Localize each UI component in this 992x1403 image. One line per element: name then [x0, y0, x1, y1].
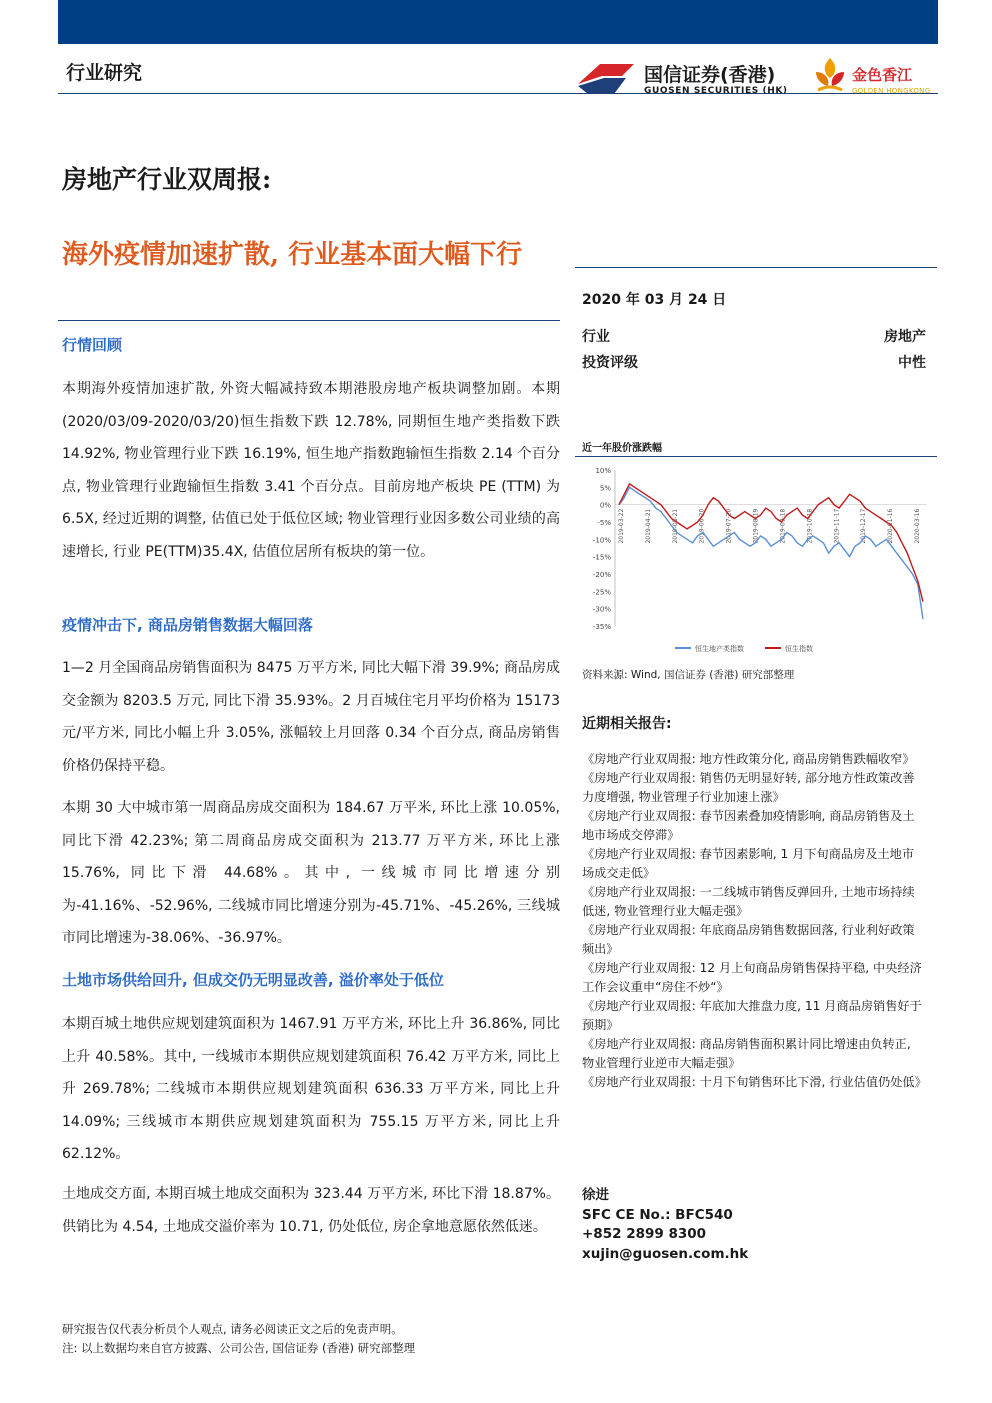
section-paragraph: 土地成交方面, 本期百城土地成交面积为 323.44 万平方米, 环比下滑 18.87%。供销比为 4.54, 土地成交溢价率为 10.71, 仍处低位, 房企拿地意愿依然低迷。	[62, 1186, 560, 1235]
section-heading: 行情回顾	[62, 336, 123, 354]
footer-note: 注: 以上数据均来自官方披露、公司公告, 国信证券 (香港) 研究部整理	[62, 1341, 416, 1355]
y-tick-label: 0%	[599, 501, 611, 510]
x-tick-label: 2019-04-21	[644, 508, 652, 544]
author-phone: +852 2899 8300	[582, 1226, 707, 1242]
logo-cn-text: 国信证券(香港)	[644, 64, 776, 86]
guosen-logo-icon	[574, 58, 638, 98]
x-tick-label: 2019-07-20	[725, 508, 733, 544]
author-sfc: SFC CE No.: BFC540	[582, 1206, 733, 1223]
y-tick-label: -35%	[592, 623, 611, 631]
y-tick-label: -25%	[592, 588, 611, 597]
logo2-cn-text: 金色香江	[852, 66, 913, 84]
author-email[interactable]: xujin@guosen.com.hk	[582, 1245, 749, 1262]
section-tag: 行业研究	[66, 62, 143, 84]
y-tick-label: -10%	[592, 536, 611, 545]
rating-row	[582, 352, 926, 372]
y-tick-label: -20%	[592, 571, 611, 579]
y-tick-label: 10%	[595, 467, 611, 475]
chart-title: 近一年股价涨跌幅	[582, 443, 662, 454]
logo2-en-text: GOLDEN HONGKONG	[852, 87, 931, 95]
section-paragraph: 1—2 月全国商品房销售面积为 8475 万平方米, 同比大幅下滑 39.9%; 商品房成交金额为 8203.5 万元, 同比下滑 35.93%。2 月百城住宅月平均价格为 15173 元/平方米, 同比小幅上升 3.05%, 涨幅较上月回落 0.34 个百分点, 商品房销售价格仍保持平稳。	[62, 660, 560, 774]
x-tick-label: 2020-01-16	[887, 508, 895, 544]
disclaimer-text: 研究报告仅代表分析员个人观点, 请务必阅读正文之后的免责声明。	[62, 1322, 403, 1336]
y-tick-label: 5%	[599, 484, 611, 493]
legend-label: 恒生指数	[785, 645, 813, 653]
section-paragraph: 本期海外疫情加速扩散, 外资大幅减持致本期港股房地产板块调整加剧。本期(2020/03/09-2020/03/20)恒生指数下跌 12.78%, 同期恒生地产类指数下跌 14.92%, 物业管理行业下跌 16.19%, 恒生地产指数跑输恒生指数 2.14 个百分点, 物业管理行业跑输恒生指数 3.41 个百分点。目前房地产板块 PE (TTM) 为 6.5X, 经过近期的调整, 估值已处于低位区域; 物业管理行业因多数公司业绩的高速增长, 行业 PE(TTM)35.4X, 估值位居所有板块的第一位。	[62, 381, 560, 560]
x-tick-label: 2019-12-17	[860, 508, 868, 544]
rating-value: 中性	[898, 355, 926, 371]
series-line	[619, 484, 923, 602]
x-tick-label: 2019-08-19	[752, 508, 760, 544]
y-tick-label: -5%	[597, 519, 611, 527]
related-report-item[interactable]: 《房地产行业双周报: 12 月上旬商品房销售保持平稳, 中央经济工作会议重申“房住不炒“》	[582, 961, 922, 994]
chart-source: 资料来源: Wind, 国信证券 (香港) 研究部整理	[582, 669, 795, 681]
x-tick-label: 2019-09-18	[779, 508, 787, 544]
industry-label: 行业	[582, 329, 610, 345]
x-tick-label: 2019-05-21	[671, 508, 679, 544]
header-bar	[58, 0, 938, 44]
title-rule	[58, 320, 560, 321]
industry-value: 房地产	[884, 329, 926, 345]
sidebar-rule	[575, 267, 937, 268]
report-date: 2020 年 03 月 24 日	[582, 292, 727, 308]
author-name: 徐进	[582, 1187, 609, 1203]
related-report-item[interactable]: 《房地产行业双周报: 年底商品房销售数据回落, 行业利好政策频出》	[582, 923, 915, 956]
report-headline: 海外疫情加速扩散, 行业基本面大幅下行	[62, 240, 523, 270]
section-heading: 疫情冲击下, 商品房销售数据大幅回落	[62, 616, 313, 634]
legend-label: 恒生地产类指数	[695, 645, 744, 653]
related-report-item[interactable]: 《房地产行业双周报: 春节因素影响, 1 月下旬商品房及土地市场成交走低》	[582, 847, 915, 880]
industry-row	[582, 326, 926, 346]
related-report-item[interactable]: 《房地产行业双周报: 地方性政策分化, 商品房销售跌幅收窄》	[582, 752, 915, 766]
related-report-item[interactable]: 《房地产行业双周报: 一二线城市销售反弹回升, 土地市场持续低迷, 物业管理行业大幅走强》	[582, 885, 915, 918]
related-report-item[interactable]: 《房地产行业双周报: 销售仍无明显好转, 部分地方性政策改善力度增强, 物业管理子行业加速上涨》	[582, 771, 915, 804]
related-report-item[interactable]: 《房地产行业双周报: 商品房销售面积累计同比增速由负转正, 物业管理行业逆市大幅走强》	[582, 1037, 911, 1070]
x-tick-label: 2019-11-17	[833, 508, 841, 544]
x-tick-label: 2019-10-18	[806, 508, 814, 544]
x-tick-label: 2019-06-20	[698, 508, 706, 544]
related-report-item[interactable]: 《房地产行业双周报: 十月下旬销售环比下滑, 行业估值仍处低》	[582, 1075, 927, 1089]
x-tick-label: 2019-03-22	[618, 508, 625, 544]
series-line	[619, 487, 923, 619]
related-reports-title: 近期相关报告:	[582, 716, 672, 732]
section-paragraph: 本期 30 大中城市第一周商品房成交面积为 184.67 万平米, 环比上涨 10.05%, 同比下滑 42.23%; 第二周商品房成交面积为 213.77 万平方米, 环比上涨 15.76%, 同比下滑 44.68%。其中, 一线城市同比增速分别为-41.16%、-52.96%, 二线城市同比增速分别为-45.71%、-45.26%, 三线城市同比增速为-38.06%、-36.97%。	[62, 800, 560, 946]
footer	[62, 1320, 415, 1358]
section-heading: 土地市场供给回升, 但成交仍无明显改善, 溢价率处于低位	[62, 971, 444, 989]
related-report-item[interactable]: 《房地产行业双周报: 年底加大推盘力度, 11 月商品房销售好于预期》	[582, 999, 922, 1032]
related-reports-list	[582, 750, 927, 1092]
rating-label: 投资评级	[582, 355, 638, 371]
author-block	[582, 1186, 748, 1264]
golden-hongkong-logo-icon	[810, 54, 850, 98]
company-logo	[574, 54, 944, 104]
related-report-item[interactable]: 《房地产行业双周报: 春节因素叠加疫情影响, 商品房销售及土地市场成交停滞》	[582, 809, 915, 842]
y-tick-label: -30%	[592, 605, 611, 614]
report-title: 房地产行业双周报:	[62, 165, 272, 194]
y-tick-label: -15%	[592, 553, 611, 562]
logo-en-text: GUOSEN SECURITIES (HK)	[644, 86, 788, 96]
chart-rule	[575, 456, 937, 457]
section-paragraph: 本期百城土地供应规划建筑面积为 1467.91 万平方米, 环比上升 36.86%, 同比上升 40.58%。其中, 一线城市本期供应规划建筑面积 76.42 万平方米, 同比上升 269.78%; 二线城市本期供应规划建筑面积 636.33 万平方米, 同比上升 14.09%; 三线城市本期供应规划建筑面积为 755.15 万平方米, 同比上升 62.12%。	[62, 1016, 560, 1162]
x-tick-label: 2020-03-16	[914, 508, 921, 544]
price-change-chart	[575, 458, 937, 662]
